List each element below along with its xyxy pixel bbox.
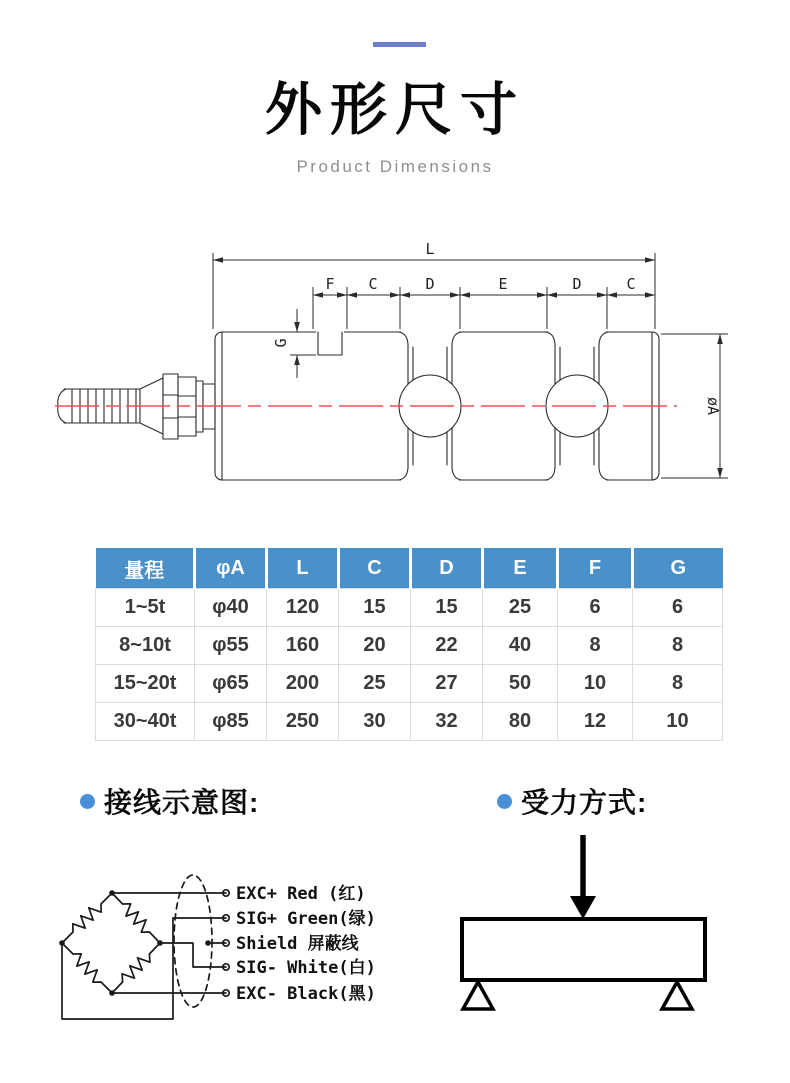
terminal-label-exc-minus: EXC- Black(黑) (236, 984, 376, 1004)
cell-G: 8 (633, 665, 723, 703)
page-title: 外形尺寸 (265, 78, 525, 142)
bullet-icon (80, 794, 95, 809)
cell-C: 20 (339, 627, 411, 665)
col-header-C: C (339, 548, 411, 589)
page-subtitle: Product Dimensions (296, 157, 494, 176)
col-header-D: D (411, 548, 483, 589)
terminal-label-sig-minus: SIG- White(白) (236, 958, 376, 978)
col-header-G: G (633, 548, 723, 589)
dim-label-D1: D (425, 275, 435, 293)
cell-C: 15 (339, 589, 411, 627)
cell-E: 50 (483, 665, 558, 703)
col-header-E: E (483, 548, 558, 589)
bullet-icon (497, 794, 512, 809)
load-cell-dimension-drawing (0, 235, 790, 535)
dimension-spec-table (95, 548, 723, 741)
support-right (662, 982, 692, 1009)
cell-E: 25 (483, 589, 558, 627)
title-accent-line (373, 42, 426, 47)
cell-E: 80 (483, 703, 558, 741)
cell-phiA: φ40 (195, 589, 267, 627)
table-row (96, 665, 723, 703)
cell-D: 32 (411, 703, 483, 741)
terminal-label-shield: Shield 屏蔽线 (236, 934, 359, 954)
dim-label-C2: C (626, 275, 636, 293)
table-header-row (96, 548, 723, 589)
cell-L: 160 (267, 627, 339, 665)
force-direction-diagram (440, 820, 740, 1050)
cell-L: 200 (267, 665, 339, 703)
support-left (463, 982, 493, 1009)
cell-D: 15 (411, 589, 483, 627)
beam (462, 919, 705, 980)
cell-F: 10 (558, 665, 633, 703)
cell-G: 10 (633, 703, 723, 741)
cell-G: 6 (633, 589, 723, 627)
force-arrow-icon (570, 835, 596, 919)
col-header-phiA: φA (195, 548, 267, 589)
terminal-label-sig-plus: SIG+ Green(绿) (236, 909, 376, 929)
terminal-labels (236, 883, 376, 1004)
cell-range: 1~5t (96, 589, 195, 627)
dim-label-C1: C (368, 275, 378, 293)
cell-range: 15~20t (96, 665, 195, 703)
wiring-section-header (80, 781, 259, 821)
cell-L: 120 (267, 589, 339, 627)
force-section-title: 受力方式: (521, 787, 648, 818)
table-row (96, 627, 723, 665)
wiring-diagram (30, 855, 440, 1083)
table-row (96, 589, 723, 627)
cell-phiA: φ65 (195, 665, 267, 703)
wheatstone-bridge (59, 890, 163, 996)
col-header-F: F (558, 548, 633, 589)
dim-label-D2: D (572, 275, 582, 293)
cell-D: 22 (411, 627, 483, 665)
dim-label-E: E (498, 275, 508, 293)
col-header-L: L (267, 548, 339, 589)
force-section-header (497, 781, 647, 821)
cell-G: 8 (633, 627, 723, 665)
terminal-label-exc-plus: EXC+ Red (红) (236, 884, 366, 904)
cell-L: 250 (267, 703, 339, 741)
cell-phiA: φ55 (195, 627, 267, 665)
shield-junction-dot (205, 940, 211, 946)
cell-C: 30 (339, 703, 411, 741)
cell-C: 25 (339, 665, 411, 703)
cell-range: 8~10t (96, 627, 195, 665)
cell-F: 8 (558, 627, 633, 665)
dim-label-F: F (325, 275, 335, 293)
table-row (96, 703, 723, 741)
cell-range: 30~40t (96, 703, 195, 741)
dim-label-phiA: øA (704, 396, 722, 416)
cell-D: 27 (411, 665, 483, 703)
wiring-section-title: 接线示意图: (104, 787, 260, 818)
cell-phiA: φ85 (195, 703, 267, 741)
dim-label-G: G (272, 338, 290, 348)
cell-E: 40 (483, 627, 558, 665)
cell-F: 6 (558, 589, 633, 627)
dim-label-L: L (425, 240, 435, 258)
col-header-range: 量程 (96, 548, 195, 589)
cell-F: 12 (558, 703, 633, 741)
